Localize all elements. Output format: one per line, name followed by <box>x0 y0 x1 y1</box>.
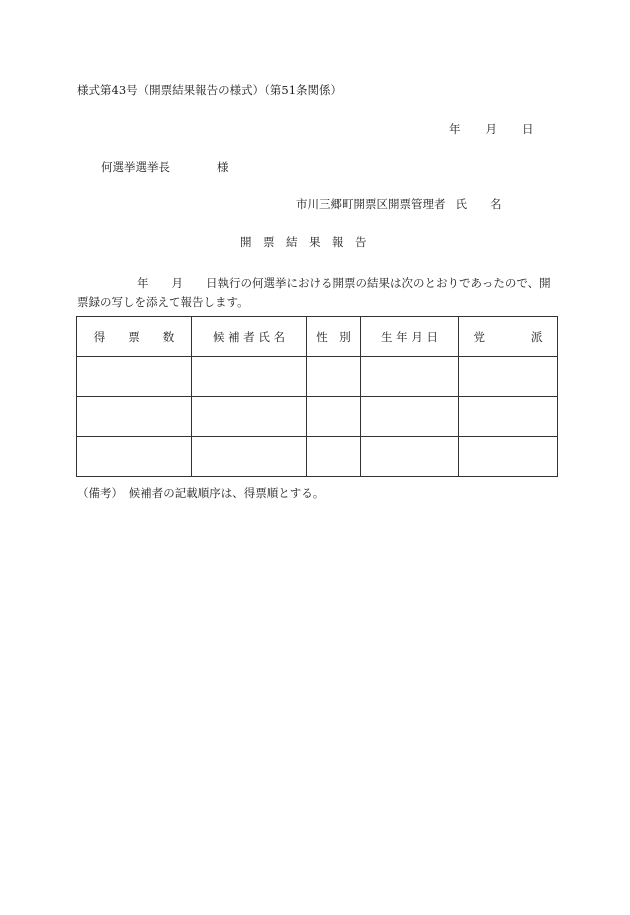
table-cell <box>307 437 361 477</box>
addressee <box>101 162 229 174</box>
table-row <box>77 437 558 477</box>
table-row <box>77 357 558 397</box>
table-cell <box>192 437 307 477</box>
document-title: 開 票 結 果 報 告 <box>240 235 367 249</box>
body-paragraph: 年 月 日執行の何選挙における開票の結果は次のとおりであったので、開票録の写しを添えて報告します。 <box>77 276 551 309</box>
table-cell <box>77 397 192 437</box>
table-cell <box>361 437 459 477</box>
note: （備考） 候補者の記載順序は、得票順とする。 <box>77 486 325 500</box>
addressee-name: 何選挙選挙長 <box>101 160 170 174</box>
header-birthdate: 生 年 月 日 <box>361 317 459 357</box>
table-row <box>77 397 558 437</box>
date-month: 月 <box>485 122 497 136</box>
table-cell <box>192 397 307 437</box>
table-cell <box>459 437 558 477</box>
sender <box>296 199 502 211</box>
form-title: 様式第43号（開票結果報告の様式）（第51条関係） <box>77 83 343 97</box>
table-cell <box>361 357 459 397</box>
header-party: 党 派 <box>459 317 558 357</box>
table-cell <box>192 357 307 397</box>
date-line <box>449 124 534 136</box>
date-day: 日 <box>522 122 534 136</box>
header-candidate-name: 候 補 者 氏 名 <box>192 317 307 357</box>
table-header-row <box>77 317 558 357</box>
header-gender: 性 別 <box>307 317 361 357</box>
table-cell <box>307 397 361 437</box>
table-cell <box>459 397 558 437</box>
table-cell <box>307 357 361 397</box>
sender-name-label: 氏 名 <box>455 197 502 211</box>
table-cell <box>77 437 192 477</box>
header-votes: 得 票 数 <box>77 317 192 357</box>
table-cell <box>361 397 459 437</box>
sender-office: 市川三郷町開票区開票管理者 <box>296 197 446 211</box>
date-year: 年 <box>449 122 461 136</box>
result-table <box>76 316 558 477</box>
table-cell <box>77 357 192 397</box>
addressee-honorific: 様 <box>217 160 229 174</box>
table-cell <box>459 357 558 397</box>
